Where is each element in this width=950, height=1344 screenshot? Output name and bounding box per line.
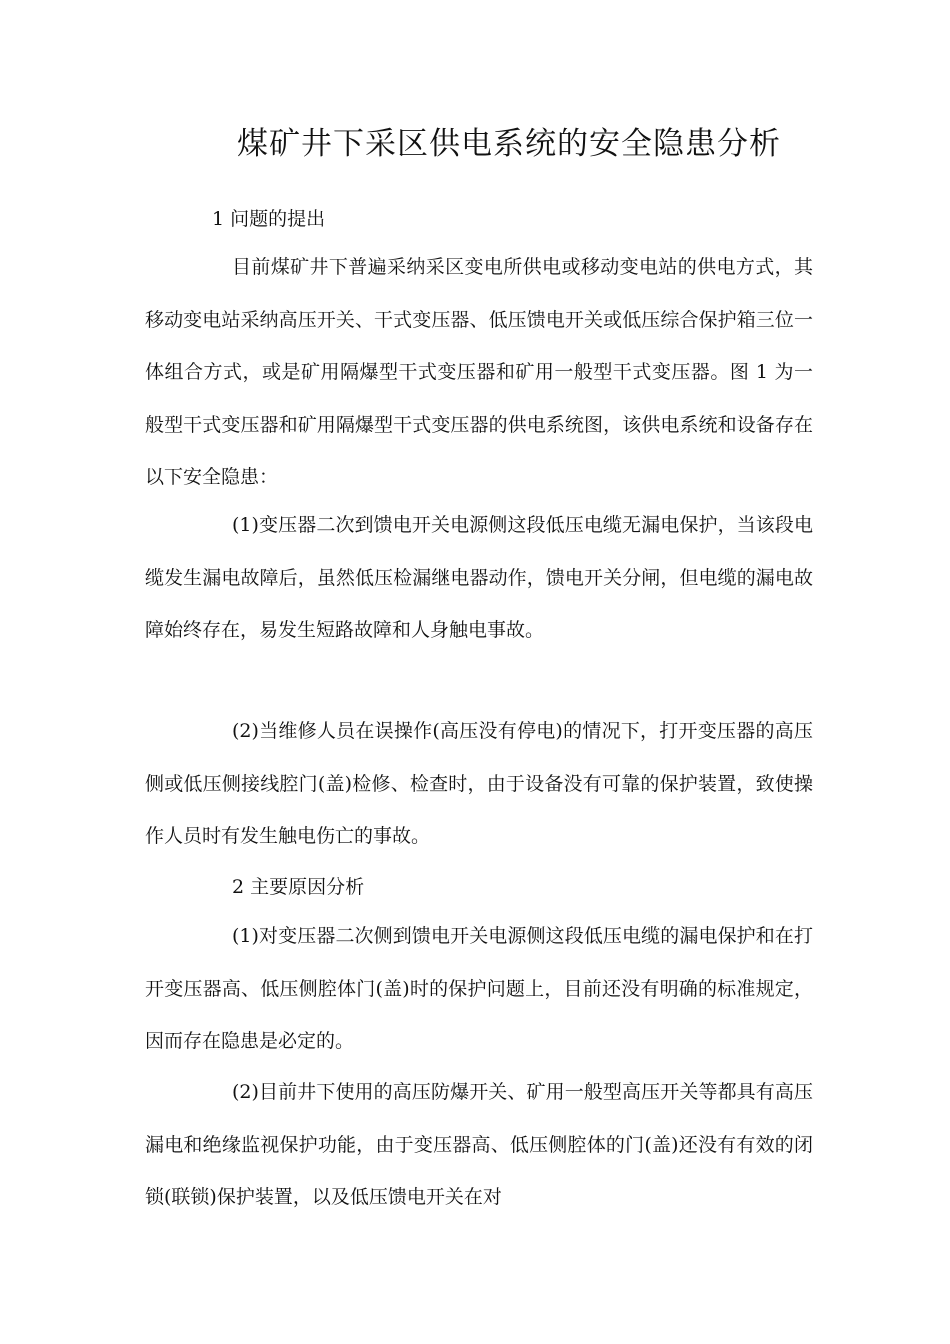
paragraph: 目前煤矿井下普遍采纳采区变电所供电或移动变电站的供电方式，其移动变电站采纳高压开关、干式变压器、低压馈电开关或低压综合保护箱三位一体组合方式，或是矿用隔爆型干式变压器和矿用一般型干式变压器。图 1 为一般型干式变压器和矿用隔爆型干式变压器的供电系统图，该供电系统和设备存在以下安全隐患： <box>145 256 813 488</box>
document-title: 煤矿井下采区供电系统的安全隐患分析 <box>237 126 781 162</box>
section-heading-1: 1 问题的提出 <box>212 208 326 230</box>
paragraph: (2)目前井下使用的高压防爆开关、矿用一般型高压开关等都具有高压漏电和绝缘监视保护功能，由于变压器高、低压侧腔体的门(盖)还没有有效的闭锁(联锁)保护装置，以及低压馈电开关在对 <box>145 1081 813 1208</box>
section-heading-2: 2 主要原因分析 <box>232 876 365 898</box>
paragraph: (1)对变压器二次侧到馈电开关电源侧这段低压电缆的漏电保护和在打开变压器高、低压侧腔体门(盖)时的保护问题上，目前还没有明确的标准规定，因而存在隐患是必定的。 <box>145 925 813 1052</box>
paragraph: (2)当维修人员在误操作(高压没有停电)的情况下，打开变压器的高压侧或低压侧接线腔门(盖)检修、检查时，由于设备没有可靠的保护装置，致使操作人员时有发生触电伤亡的事故。 <box>145 720 813 847</box>
paragraph: (1)变压器二次到馈电开关电源侧这段低压电缆无漏电保护，当该段电缆发生漏电故障后，虽然低压检漏继电器动作，馈电开关分闸，但电缆的漏电故障始终存在，易发生短路故障和人身触电事故。 <box>145 514 813 641</box>
